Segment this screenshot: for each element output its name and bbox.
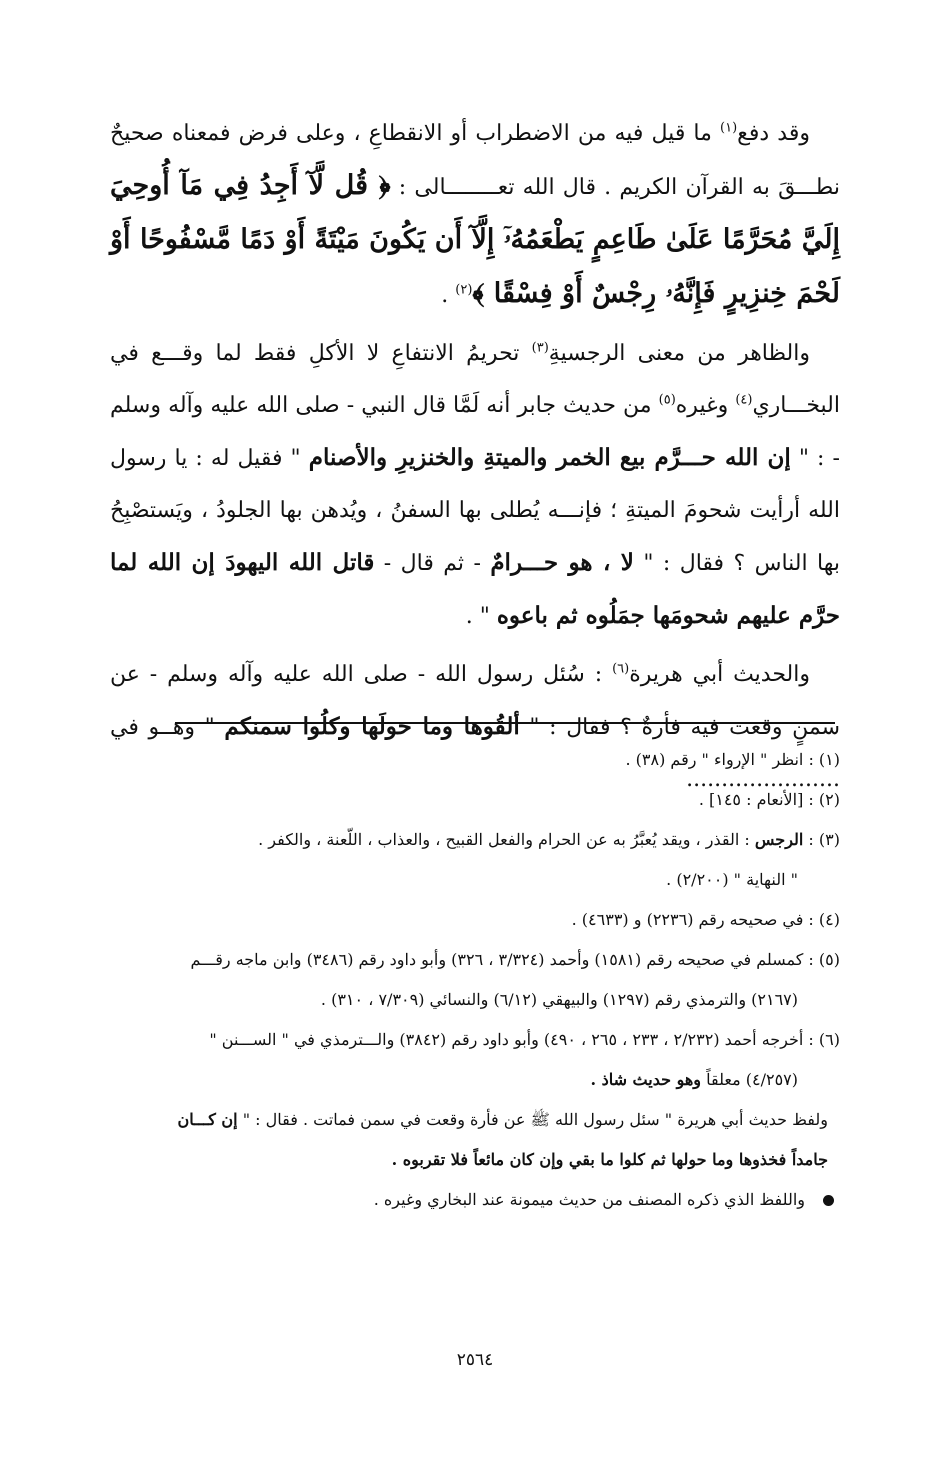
main-text [110,108,840,812]
paragraph-1-text: ما قيل فيه من الاضطراب أو الانقطاعِ ، وعلى فرض فمعناه صحيحٌ نطـــقَ به القرآن الكريم . قال الله تعــــــــالى : [110,121,840,200]
footnote-1: (١) : انظر " الإرواء " رقم (٣٨) . [625,750,840,769]
paragraph-3-text-b: : سُئل رسول الله - صلى الله عليه وآله وسلم - عن سمنٍ وقعت فيه فأرةٌ ؟ فقال : " [110,662,841,740]
footnote-4: (٤) : في صحيحه رقم (٢٢٣٦) و (٤٦٣٣) . [571,910,840,929]
paragraph-1 [110,108,840,322]
paragraph-2-text-f: - ثم قال - [374,551,491,576]
footnote-3-definition: : القذر ، ويقد يُعبَّرُ به عن الحرام والفعل القبيح ، والعذاب ، اللّعنة ، والكفر . [258,830,755,849]
paragraph-1-intro: وقد دفع [737,121,810,146]
footnote-6-addendum [100,1100,840,1180]
footnote-ref-5[interactable]: (٥) [658,392,676,408]
footnote-6 [100,1020,840,1100]
addendum-text: ولفظ حديث أبي هريرة " سئل رسول الله ﷺ عن فأرة وقعت في سمن فماتت . فقال : " [237,1110,828,1129]
addendum-quote-a: إن كـــان [177,1110,238,1129]
footnote-6-ref: (٤/٢٥٧) معلقاً [701,1070,798,1089]
hadith-quote-1: إن الله حـــرَّم بيع الخمر والميتةِ والخنزيرِ والأصنام [308,444,791,471]
footnote-ref-3[interactable]: (٣) [531,340,549,356]
footnote-6-line-2 [100,1060,840,1100]
footnote-6-ruling: وهو حديث شاذ . [590,1070,702,1089]
footnotes-section [100,740,840,1220]
footnote-3-label: (٣) : [803,830,840,849]
paragraph-2-text-a: والظاهر من معنى الرجسيةِ [548,341,810,366]
hadith-quote-2: لا ، هو حـــرامٌ [490,549,634,576]
hadith-quote-4: ألقُوها وما حولَها وكلُوا سمنكم [224,713,520,740]
paragraph-2-text-d: من حديث جابر أنه لَمَّا قال النبي - صلى الله عليه وآله وسلم - : " [110,393,840,471]
paragraph-1-end: . [441,283,456,308]
bullet-note [100,1180,840,1220]
footnote-3-source: " النهاية " (٢/٢٠٠) . [666,870,798,889]
paragraph-2-text-b: تحريمُ الانتفاعِ لا الأكلِ فقط لما وقـــع في البخـــاري [110,341,840,418]
paragraph-2-text-c: وغيره [675,393,736,418]
footnote-3 [100,820,840,900]
page-number: ٢٥٦٤ [456,1350,494,1370]
footnote-3-term: الرجس [754,830,804,849]
bullet-icon [823,1195,834,1206]
footnote-5 [100,940,840,1020]
footnote-5-line-2: (٢١٦٧) والترمذي رقم (١٢٩٧) والبيهقي (٦/١٢) والنسائي (٧/٣٠٩ ، ٣١٠) . [320,990,798,1009]
footnote-ref-6[interactable]: (٦) [612,661,630,677]
footnote-5-line-1: (٥) : كمسلم في صحيحه رقم (١٥٨١) وأحمد (٣/٣٢٤ ، ٣٢٦) وأبو داود رقم (٣٤٨٦) وابن ماجه رقـــم [190,950,840,969]
footnote-ref-4[interactable]: (٤) [735,392,753,408]
addendum-quote-b: جامداً فخذوها وما حولها ثم كلوا ما بقي وإن كان مائعاً فلا تقربوه . [391,1150,828,1169]
paragraph-3-text-a: والحديث أبي هريرة [629,662,810,687]
paragraph-2-text-g: " . [465,604,497,629]
footnote-2: (٢) : [الأنعام : ١٤٥] . [698,790,840,809]
footnote-6-line-1: (٦) : أخرجه أحمد (٢/٢٣٢ ، ٢٣٣ ، ٢٦٥ ، ٤٩٠) وأبو داود رقم (٣٨٤٢) والـــترمذي في " الســـنن " [209,1030,840,1049]
bullet-note-text: واللفظ الذي ذكره المصنف من حديث ميمونة عند البخاري وغيره . [373,1190,805,1209]
paragraph-3-text-c: " وهــو في ...................... [110,715,840,792]
footnote-divider [175,722,835,724]
quran-verse: ﴿ قُل لَّآ أَجِدُ فِي مَآ أُوحِيَ إِلَيَّ مُحَرَّمًا عَلَىٰ طَاعِمٍ يَطْعَمُهُۥٓ إِلَّآ أَن يَكُونَ مَيْتَةً أَوْ دَمًا مَّسْفُوحًا أَوْ لَحْمَ خِنزِيرٍ فَإِنَّهُۥ رِجْسٌ أَوْ فِسْقًا ﴾ [110,170,840,309]
hadith-quote-3: قاتل الله اليهودَ إن الله لما حرَّم عليهم شحومَها جمَلُوه ثم باعوه [110,549,840,629]
paragraph-2 [110,328,840,643]
footnote-ref-2[interactable]: (٢) [455,282,473,298]
footnote-ref-1[interactable]: (١) [720,120,738,136]
paragraph-2-text-e: " فقيل له : يا رسول الله أرأيت شحومَ الميتةِ ؛ فإنـــه يُطلى بها السفنُ ، ويُدهن بها الجلودُ ، ويَستصْبِحُ بها الناس ؟ فقال : " [110,446,840,576]
